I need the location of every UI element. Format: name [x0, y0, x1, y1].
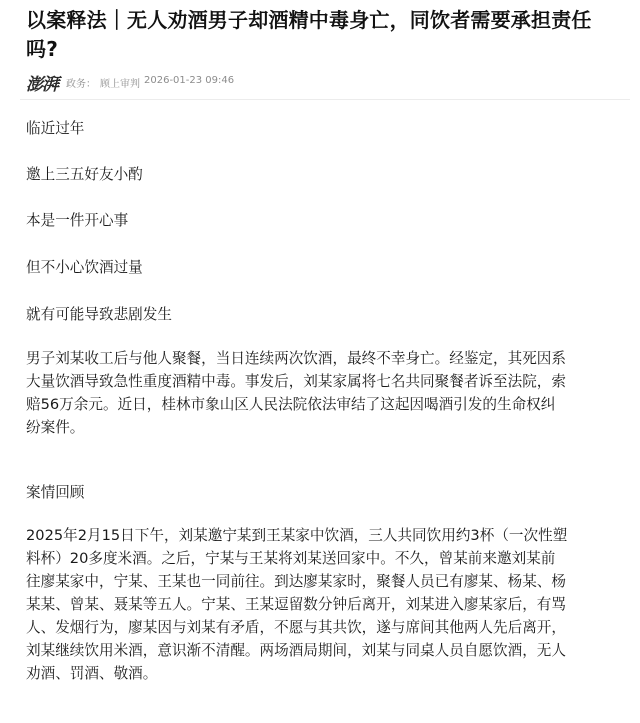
case-line: 刘某继续饮用米酒，意识渐不清醒。两场酒局期间，刘某与同桌人员自愿饮酒，无人: [26, 642, 566, 659]
summary-line: 赔56万余元。近日，桂林市象山区人民法院依法审结了这起因喝酒引发的生命权纠: [26, 396, 556, 413]
summary-line: 大量饮酒导致急性重度酒精中毒。事发后，刘某家属将七名共同聚餐者诉至法院，索: [26, 373, 566, 390]
intro-line-4: 但不小心饮酒过量: [26, 259, 143, 276]
summary-paragraph: [26, 347, 622, 439]
article-meta: [26, 70, 234, 94]
case-line: 人、发烟行为，廖某因与刘某有矛盾，不愿与其共饮，遂与席间其他两人先后离开，: [26, 619, 566, 636]
article-title: [26, 6, 626, 64]
thepaper-logo[interactable]: 澎湃: [26, 74, 58, 95]
intro-line-5: 就有可能导致悲剧发生: [26, 306, 172, 323]
section-heading-case-review: 案情回顾: [26, 484, 85, 501]
meta-datetime: 2026-01-23 09:46: [144, 74, 235, 86]
case-paragraph: [26, 524, 622, 685]
intro-line-1: 临近过年: [26, 120, 85, 137]
case-line: 2025年2月15日下午，刘某邀宁某到王某家中饮酒，三人共同饮用约3杯（一次性塑: [26, 527, 568, 544]
meta-source[interactable]: 顾上审判: [100, 78, 140, 90]
meta-channel: 政务：: [66, 78, 96, 90]
meta-info: [66, 75, 234, 90]
title-line-2: 吗?: [26, 37, 59, 61]
case-line: 往廖某家中，宁某、王某也一同前往。到达廖某家时，聚餐人员已有廖某、杨某、杨: [26, 573, 566, 590]
case-line: 料杯）20多度米酒。之后，宁某与王某将刘某送回家中。不久，曾某前来邀刘某前: [26, 550, 556, 567]
case-line: 劝酒、罚酒、敬酒。: [26, 665, 158, 682]
header-divider: [20, 99, 630, 100]
summary-line: 纷案件。: [26, 419, 85, 436]
title-line-1: 以案释法｜无人劝酒男子却酒精中毒身亡，同饮者需要承担责任: [26, 8, 592, 32]
intro-line-3: 本是一件开心事: [26, 212, 129, 229]
intro-line-2: 邀上三五好友小酌: [26, 166, 143, 183]
case-line: 某某、曾某、聂某等五人。宁某、王某逗留数分钟后离开，刘某进入廖某家后，有骂: [26, 596, 566, 613]
summary-line: 男子刘某收工后与他人聚餐，当日连续两次饮酒，最终不幸身亡。经鉴定，其死因系: [26, 350, 566, 367]
